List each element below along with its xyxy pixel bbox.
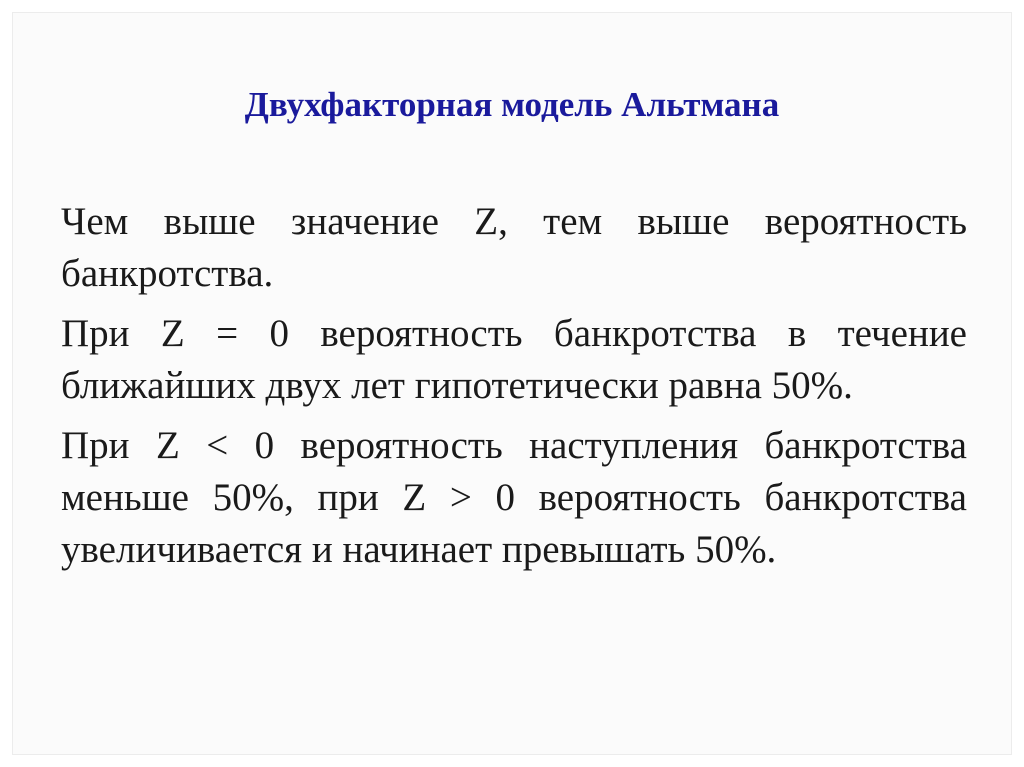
slide-body	[61, 196, 967, 584]
paragraph-2: При Z = 0 вероятность банкротства в течение ближайших двух лет гипотетически равна 50%.	[61, 312, 967, 407]
slide-title: Двухфакторная модель Альтмана	[244, 85, 780, 124]
paragraph-1: Чем выше значение Z, тем выше вероятность банкротства.	[61, 200, 967, 295]
slide	[12, 12, 1012, 755]
paragraph-3: При Z < 0 вероятность наступления банкротства меньше 50%, при Z > 0 вероятность банкротства увеличивается и начинает превышать 50%.	[61, 424, 967, 571]
